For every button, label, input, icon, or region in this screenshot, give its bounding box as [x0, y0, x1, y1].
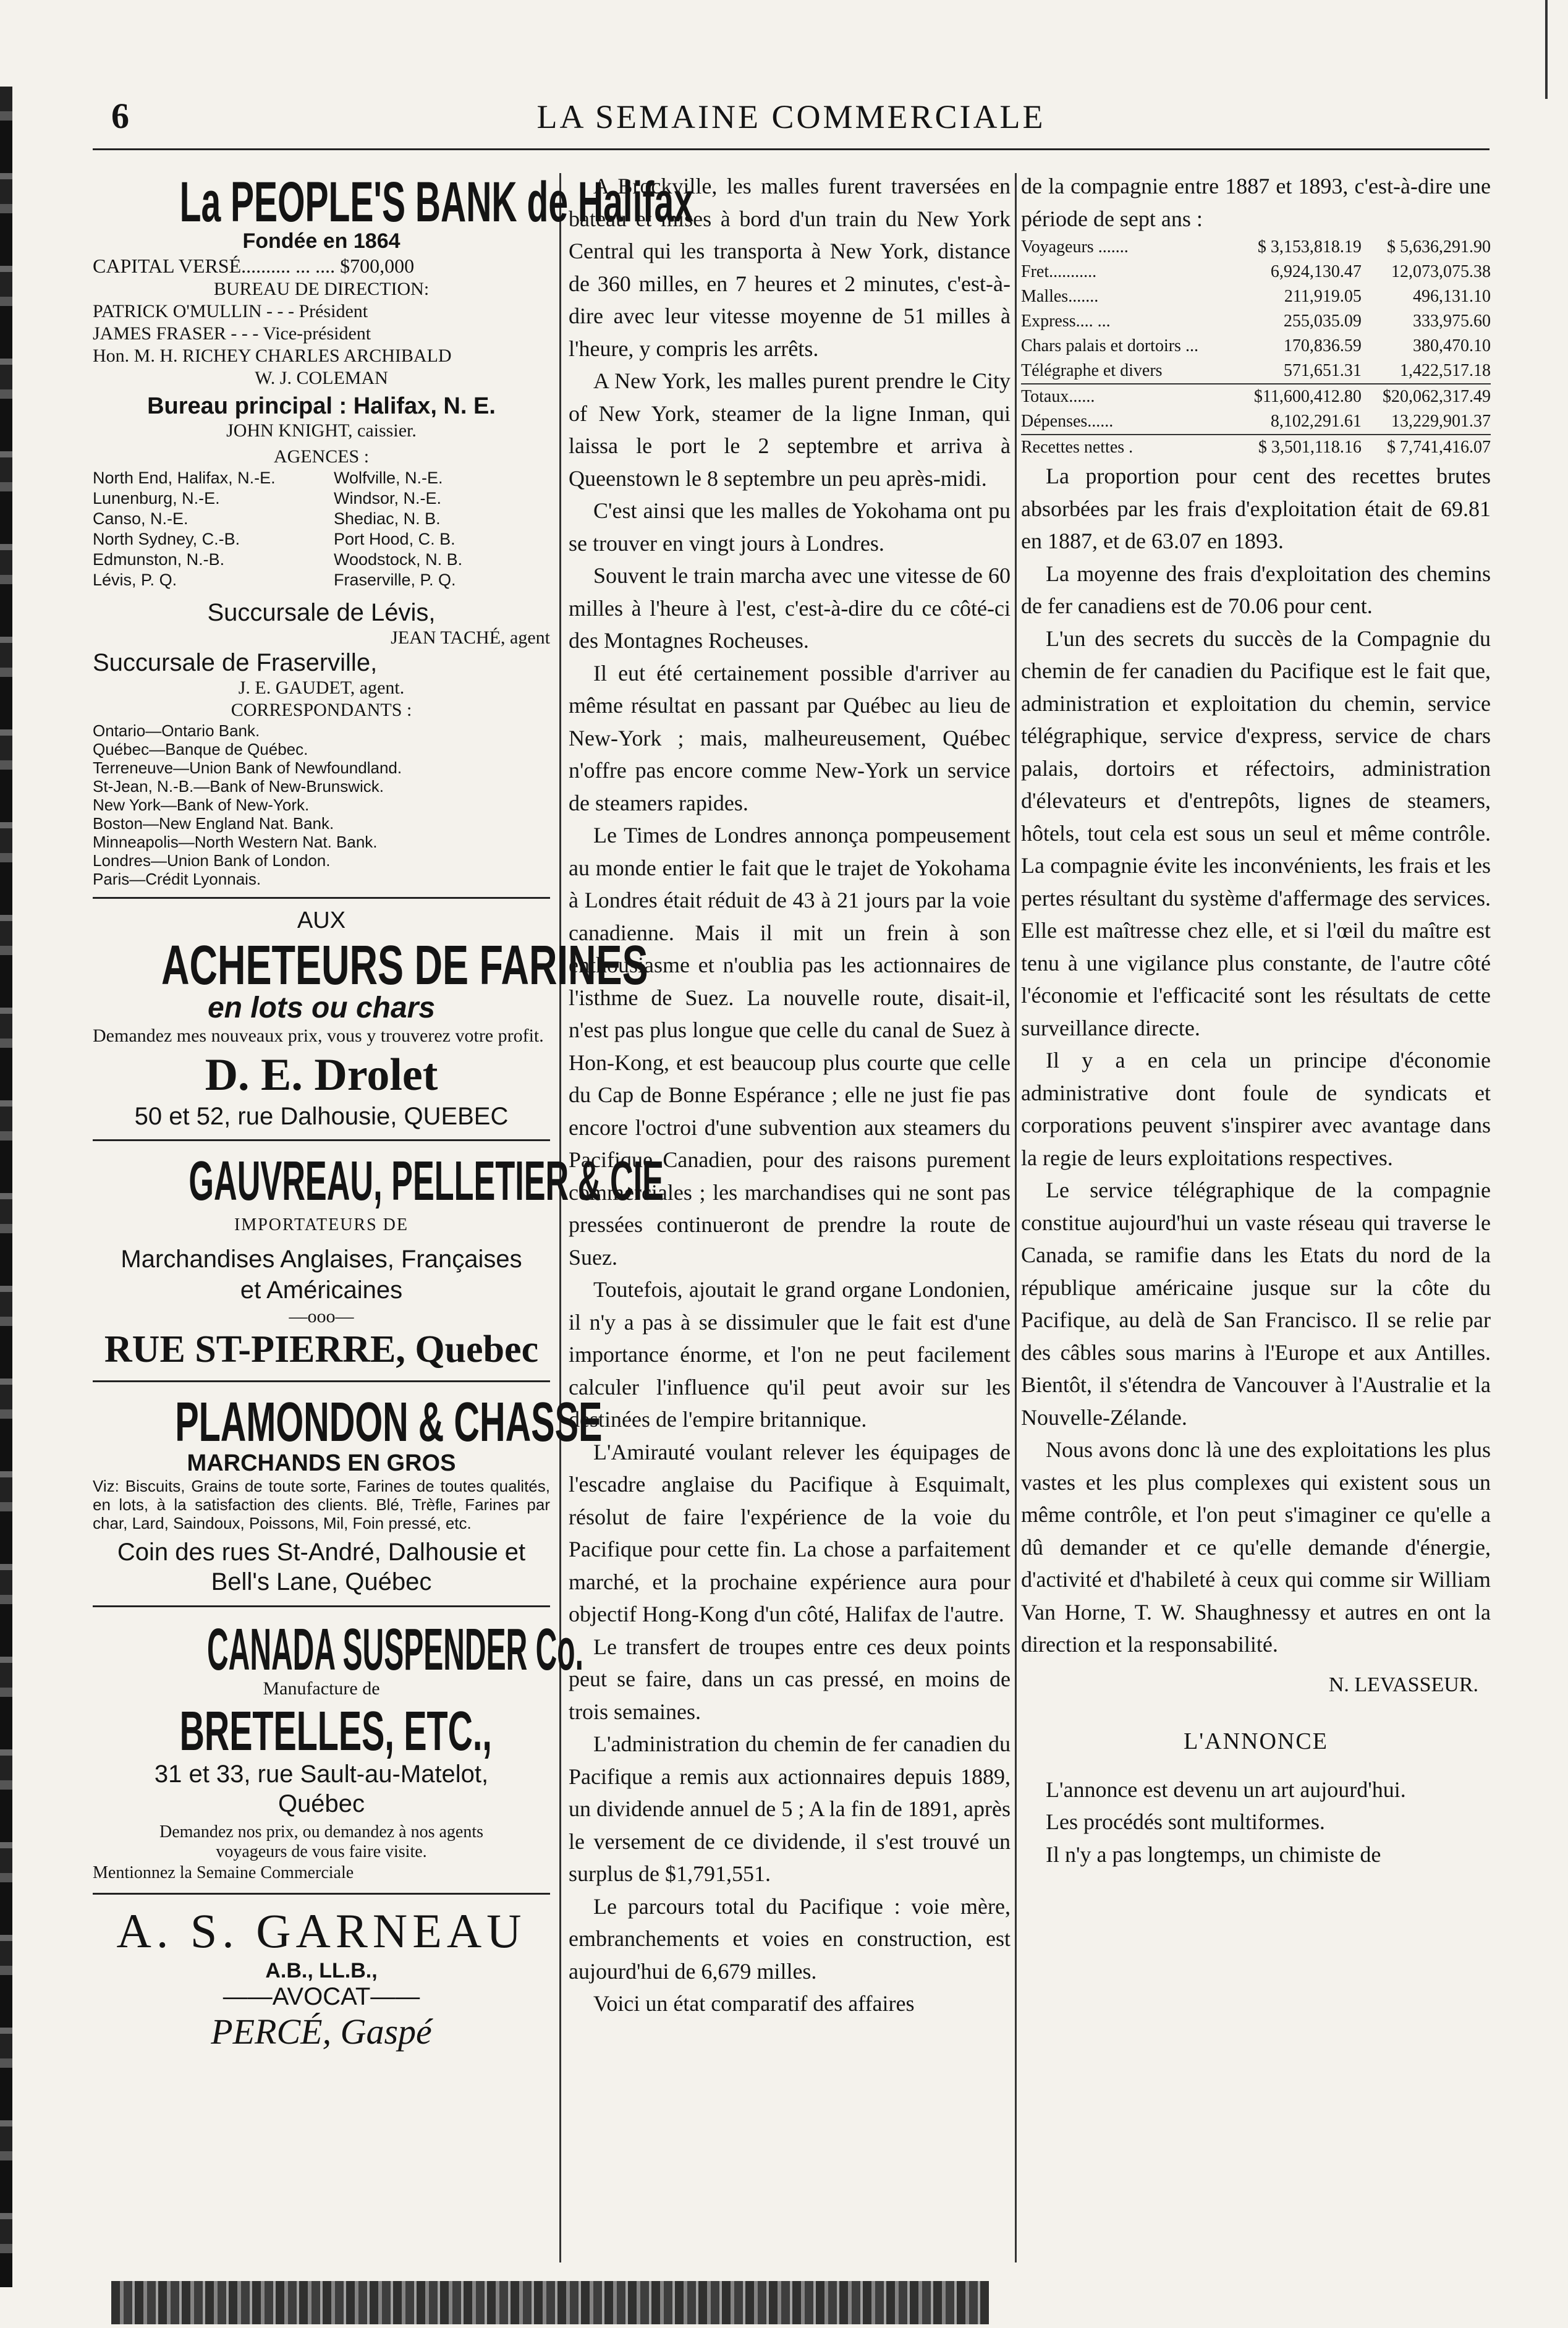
- bank-capital: CAPITAL VERSÉ.......... ... .... $700,000: [93, 255, 415, 277]
- table-value-cell: $20,062,317.49: [1362, 384, 1491, 409]
- suspender-product: BRETELLES, ETC.,: [179, 1701, 492, 1762]
- plamondon-address: Coin des rues St-André, Dalhousie et Bell's Lane, Québec: [117, 1539, 526, 1595]
- header-rule: [93, 148, 1490, 150]
- garneau-name: A. S. GARNEAU: [116, 1904, 527, 1958]
- table-value-cell: 12,073,075.38: [1391, 262, 1491, 281]
- article-paragraph: Le service télégraphique de la compagnie constitue aujourd'hui un vaste réseau qui traverse le Canada, se ramifie dans les Etats du nord de la république américaine jusque sur la côte du Pacifique, au delà de San Francisco. Il se relie par des câbles sous marins à l'Europe et aux Antilles. Bientôt, il s'étendra de Vancouver à l'Australie et la Nouvelle-Zélande.: [1021, 1178, 1491, 1430]
- article-paragraph: Le parcours total du Pacifique : voie mère, embranchements et voies en construction, est aujourd'hui de 6,679 milles.: [569, 1893, 1011, 1984]
- table-value-cell: 170,836.59: [1283, 336, 1362, 355]
- gauvreau-role: IMPORTATEURS DE: [234, 1215, 409, 1234]
- table-label-cell: Télégraphe et divers: [1021, 361, 1163, 380]
- table-row: [1021, 334, 1491, 359]
- ad-divider: [93, 897, 550, 899]
- plamondon-ad: [93, 1391, 603, 1597]
- article-paragraph: Il y a en cela un principe d'économie administrative dont foule de syndicats et corporations peuvent s'inspirer avec avantage dans la regie de leurs exploitations respectives.: [1021, 1048, 1491, 1170]
- ad-divider: [93, 1380, 550, 1382]
- agency-item: Lévis, P. Q.: [93, 571, 177, 589]
- article-paragraph: Les procédés sont multiformes.: [1046, 1809, 1325, 1834]
- drolet-name: D. E. Drolet: [205, 1050, 438, 1100]
- article-column-right: [1021, 170, 1491, 1871]
- bank-founded: Fondée en 1864: [242, 229, 400, 253]
- article-paragraph: C'est ainsi que les malles de Yokohama ont pu se trouver en vingt jours à Londres.: [569, 498, 1011, 556]
- page-number: 6: [111, 96, 129, 136]
- bank-director: PATRICK O'MULLIN - - - Président: [93, 301, 368, 321]
- drolet-headline: ACHETEURS DE FARINES: [161, 935, 648, 996]
- table-row: [1021, 384, 1491, 409]
- table-value-cell: $ 3,153,818.19: [1257, 237, 1362, 257]
- article-paragraph: Il eut été certainement possible d'arriver au même résultat en passant par Québec au lieu de New-York ; mais, malheureusement, Québec n'offre pas encore comme New-York un service de steamers rapides.: [569, 660, 1011, 815]
- agency-item: Fraserville, P. Q.: [334, 571, 456, 589]
- gauvreau-street: RUE ST-PIERRE, Quebec: [104, 1328, 539, 1370]
- gauvreau-goods: Marchandises Anglaises, Françaises et Américaines: [121, 1246, 522, 1304]
- article-paragraph: L'administration du chemin de fer canadien du Pacifique a remis aux actionnaires depuis 1889, un dividende annuel de 5 ; A la fin de 1891, après le versement de ce dividende, il s'est trouvé un surplus de $1,791,551.: [569, 1731, 1011, 1886]
- table-label-cell: Chars palais et dortoirs ...: [1021, 336, 1198, 355]
- article-paragraph: Il n'y a pas longtemps, un chimiste de: [1046, 1842, 1381, 1867]
- bank-director: W. J. COLEMAN: [255, 368, 388, 388]
- article-paragraph: Toutefois, ajoutait le grand organe Londonien, il n'y a pas à se dissimuler que le fait est d'une importance énorme, et l'on ne peut facilement calculer l'influence qu'il peut avoir sur les destinées de l'empire britannique.: [569, 1277, 1011, 1432]
- scan-artifact: [111, 2281, 989, 2324]
- article-paragraph: L'Amirauté voulant relever les équipages de l'escadre anglaise du Pacifique à Esquimalt, résolut de faire l'expérience de la voie du Pacifique pour cette fin. La chose a parfaitement marché, et la prochaine expérience aura pour objectif Hong-Kong d'un côté, Halifax de l'autre.: [569, 1439, 1011, 1626]
- levis-branch-agent: JEAN TACHÉ, agent: [391, 627, 550, 648]
- table-row: [1021, 260, 1491, 284]
- garneau-place: PERCÉ, Gaspé: [211, 2012, 432, 2052]
- comparative-table: [1021, 235, 1491, 460]
- table-label-cell: Recettes nettes .: [1021, 435, 1233, 460]
- drolet-address: 50 et 52, rue Dalhousie, QUEBEC: [134, 1103, 509, 1130]
- correspondent-item: Londres—Union Bank of London.: [93, 851, 331, 870]
- garneau-title: ——AVOCAT——: [222, 1983, 420, 2010]
- table-value-cell: $ 7,741,416.07: [1362, 435, 1491, 460]
- suspender-role: Manufacture de: [263, 1678, 380, 1699]
- table-row: [1021, 409, 1491, 435]
- drolet-ad: [93, 907, 648, 1131]
- correspondent-item: Minneapolis—North Western Nat. Bank.: [93, 833, 378, 851]
- suspender-mention: Mentionnez la Semaine Commerciale: [93, 1863, 354, 1882]
- correspondent-item: New York—Bank of New-York.: [93, 796, 310, 814]
- suspender-address: 31 et 33, rue Sault-au-Matelot, Québec: [154, 1761, 489, 1817]
- scan-corner-mark: [1545, 0, 1548, 99]
- table-label-cell: Fret...........: [1021, 262, 1097, 281]
- table-row: [1021, 284, 1491, 309]
- agency-item: Edmunston, N.-B.: [93, 550, 225, 569]
- table-label-cell: Dépenses......: [1021, 412, 1114, 431]
- table-label-cell: Totaux......: [1021, 384, 1233, 409]
- table-value-cell: 255,035.09: [1283, 312, 1362, 331]
- correspondent-item: Québec—Banque de Québec.: [93, 740, 308, 758]
- advertisements-column: [93, 170, 693, 2247]
- article-paragraph: Nous avons donc là une des exploitations les plus vastes et les plus complexes qui existent sous un même contrôle, et l'on peut s'imaginer ce qu'elle a dû demander et ce qu'elle demande d'énergie, d'activité et d'habileté à ceux qui comme sir William Van Horne, T. W. Shaughnessy et autres en ont la direction et la responsabilité.: [1021, 1437, 1491, 1657]
- agency-item: Windsor, N.-E.: [334, 489, 442, 508]
- agencies-list: [93, 468, 550, 590]
- agency-item: Lunenburg, N.-E.: [93, 489, 220, 508]
- fraserville-branch-agent: J. E. GAUDET, agent.: [238, 678, 405, 698]
- gauvreau-ad: [93, 1150, 664, 1372]
- agencies-title: AGENCES :: [273, 446, 370, 467]
- table-value-cell: 1,422,517.18: [1400, 361, 1491, 380]
- agency-item: Wolfville, N.-E.: [334, 469, 443, 487]
- table-value-cell: 380,470.10: [1413, 336, 1491, 355]
- page-header: [99, 93, 1483, 142]
- garneau-degrees: A.B., LL.B.,: [265, 1959, 378, 1982]
- table-value-cell: $11,600,412.80: [1233, 384, 1362, 409]
- table-value-cell: 571,651.31: [1283, 361, 1362, 380]
- agency-item: North End, Halifax, N.-E.: [93, 469, 276, 487]
- drolet-aux: AUX: [297, 907, 346, 933]
- agency-item: Canso, N.-E.: [93, 509, 189, 528]
- bank-director: Hon. M. H. RICHEY CHARLES ARCHIBALD: [93, 346, 452, 366]
- publication-title: LA SEMAINE COMMERCIALE: [536, 98, 1046, 135]
- table-row: [1021, 359, 1491, 384]
- bank-director: JAMES FRASER - - - Vice-président: [93, 323, 371, 344]
- table-value-cell: $ 3,501,118.16: [1233, 435, 1362, 460]
- article-paragraph: de la compagnie entre 1887 et 1893, c'est-à-dire une période de sept ans :: [1021, 174, 1491, 231]
- table-label-cell: Express.... ...: [1021, 312, 1111, 331]
- correspondent-item: St-Jean, N.-B.—Bank of New-Brunswick.: [93, 777, 384, 796]
- article-paragraph: La proportion pour cent des recettes brutes absorbées par les frais d'exploitation était de 69.81 en 1887, et de 63.07 en 1893.: [1021, 464, 1491, 553]
- correspondents-title: CORRESPONDANTS :: [231, 700, 412, 720]
- article-paragraph: Le Times de Londres annonça pompeusement au monde entier le fait que le trajet de Yokohama à Londres était réduit de 43 à 21 jours par la voie canadienne. Mais il mit un frein à son enthousiasme et n'oublia pas les actionnaires de l'isthme de Suez. La nouvelle route, disait-il, n'est pas plus longue que celle du canal de Suez à Hon-Kong, et est beaucoup plus courte que celle du Cap de Bonne Espérance ; elle ne just fie pas encore l'octroi d'une subvention aux steamers du Pacifique Canadien, pour des raisons purement commerciales ; les marchandises qui ne sont pas pressées continueront de prendre la route de Suez.: [569, 823, 1011, 1270]
- article-paragraph: L'annonce est devenu un art aujourd'hui.: [1046, 1777, 1406, 1802]
- bank-title: La PEOPLE'S BANK de Halifax: [179, 171, 693, 234]
- gauvreau-name: GAUVREAU, PELLETIER & CIE: [189, 1150, 664, 1212]
- agency-item: Port Hood, C. B.: [334, 530, 456, 548]
- table-value-cell: 6,924,130.47: [1270, 262, 1362, 281]
- correspondent-item: Boston—New England Nat. Bank.: [93, 814, 334, 833]
- suspender-name: CANADA SUSPENDER Co.: [207, 1616, 583, 1683]
- drolet-subheadline: en lots ou chars: [207, 992, 436, 1024]
- levis-branch-title: Succursale de Lévis,: [207, 599, 436, 626]
- table-row: [1021, 235, 1491, 260]
- article-column-middle: [569, 170, 1011, 2020]
- correspondent-item: Paris—Crédit Lyonnais.: [93, 870, 261, 888]
- suspender-ad: [93, 1616, 583, 1884]
- correspondents-list: [93, 721, 550, 888]
- article-paragraph: La moyenne des frais d'exploitation des chemins de fer canadiens est de 70.06 pour cent.: [1021, 561, 1491, 618]
- suspender-text: Demandez nos prix, ou demandez à nos agents voyageurs de vous faire visite.: [159, 1822, 484, 1861]
- table-value-cell: 333,975.60: [1413, 312, 1491, 331]
- section-title: L'ANNONCE: [1184, 1728, 1328, 1754]
- correspondent-item: Terreneuve—Union Bank of Newfoundland.: [93, 758, 402, 777]
- article-paragraph: L'un des secrets du succès de la Compagnie du chemin de fer canadien du Pacifique est le fait que, administration et exploitation du chemin, service télégraphique, service d'express, service de chars palais, dortoirs et réfectoirs, administration d'élevateurs et d'entrepôts, lignes de steamers, hôtels, tout cela est sous un seul et même contrôle. La compagnie évite les inconvénients, les frais et les pertes résultant du système d'affermage des services. Elle est maîtresse chez elle, et si l'œil du maître est tenu à une vigilance plus constante, de l'autre côté l'économie et l'efficacité sont les résultats de cette surveillance directe.: [1021, 626, 1491, 1040]
- table-row: [1021, 309, 1491, 334]
- table-value-cell: 8,102,291.61: [1270, 412, 1362, 431]
- ad-divider: [93, 1605, 550, 1607]
- bank-cashier: JOHN KNIGHT, caissier.: [226, 420, 417, 441]
- agency-item: North Sydney, C.-B.: [93, 530, 240, 548]
- garneau-ad: [93, 1903, 550, 2052]
- plamondon-role: MARCHANDS EN GROS: [187, 1450, 456, 1476]
- fraserville-branch-title: Succursale de Fraserville,: [93, 649, 378, 676]
- article-paragraph: Voici un état comparatif des affaires: [593, 1991, 915, 2016]
- ad-divider: [93, 1893, 550, 1895]
- correspondent-item: Ontario—Ontario Bank.: [93, 721, 260, 740]
- ad-divider: [93, 1139, 550, 1141]
- table-value-cell: 13,229,901.37: [1391, 412, 1491, 431]
- table-value-cell: 496,131.10: [1413, 287, 1491, 306]
- column-rule-1: [559, 173, 561, 2262]
- plamondon-name: PLAMONDON & CHASSE: [175, 1391, 603, 1453]
- agency-item: Woodstock, N. B.: [334, 550, 463, 569]
- table-label-cell: Voyageurs .......: [1021, 237, 1129, 257]
- gauvreau-ornament: —ooo—: [289, 1306, 354, 1327]
- table-label-cell: Malles.......: [1021, 287, 1099, 306]
- article-paragraph: Le transfert de troupes entre ces deux points peut se faire, dans un cas pressé, en moins de trois semaines.: [569, 1634, 1011, 1724]
- column-rule-2: [1015, 173, 1017, 2262]
- bank-board-title: BUREAU DE DIRECTION:: [213, 279, 430, 299]
- agency-item: Shediac, N. B.: [334, 509, 441, 528]
- bank-main-office: Bureau principal : Halifax, N. E.: [147, 393, 496, 419]
- table-row: [1021, 435, 1491, 460]
- bank-ad: [93, 170, 693, 888]
- article-paragraph: A Brockville, les malles furent traversées en bateau et mises à bord d'un train du New York Central qui les transporta à New York, distance de 360 milles, en 7 heures et 2 minutes, c'est-à-dire avec leur vitesse moyenne de 51 milles à l'heure, y compris les arrêts.: [569, 174, 1011, 361]
- table-value-cell: $ 5,636,291.90: [1387, 237, 1491, 257]
- drolet-text: Demandez mes nouveaux prix, vous y trouverez votre profit.: [93, 1026, 544, 1046]
- article-paragraph: Souvent le train marcha avec une vitesse de 60 milles à l'heure à l'est, c'est-à-dire du ce côté-ci des Montagnes Rocheuses.: [569, 563, 1011, 653]
- article-signature: N. LEVASSEUR.: [1328, 1673, 1478, 1696]
- plamondon-text: Viz: Biscuits, Grains de toute sorte, Farines de toutes qualités, en lots, à la satisfaction des clients. Blé, Trèfle, Farines par char, Lard, Saindoux, Poissons, Mil, Foin pressé, etc.: [93, 1477, 550, 1532]
- scan-edge: [0, 87, 12, 2287]
- article-paragraph: A New York, les malles purent prendre le City of New York, steamer de la ligne Inman, qui laissa le port le 2 septembre et arriva à Queenstown le 8 septembre un peu après-midi.: [569, 368, 1011, 491]
- table-value-cell: 211,919.05: [1284, 287, 1362, 306]
